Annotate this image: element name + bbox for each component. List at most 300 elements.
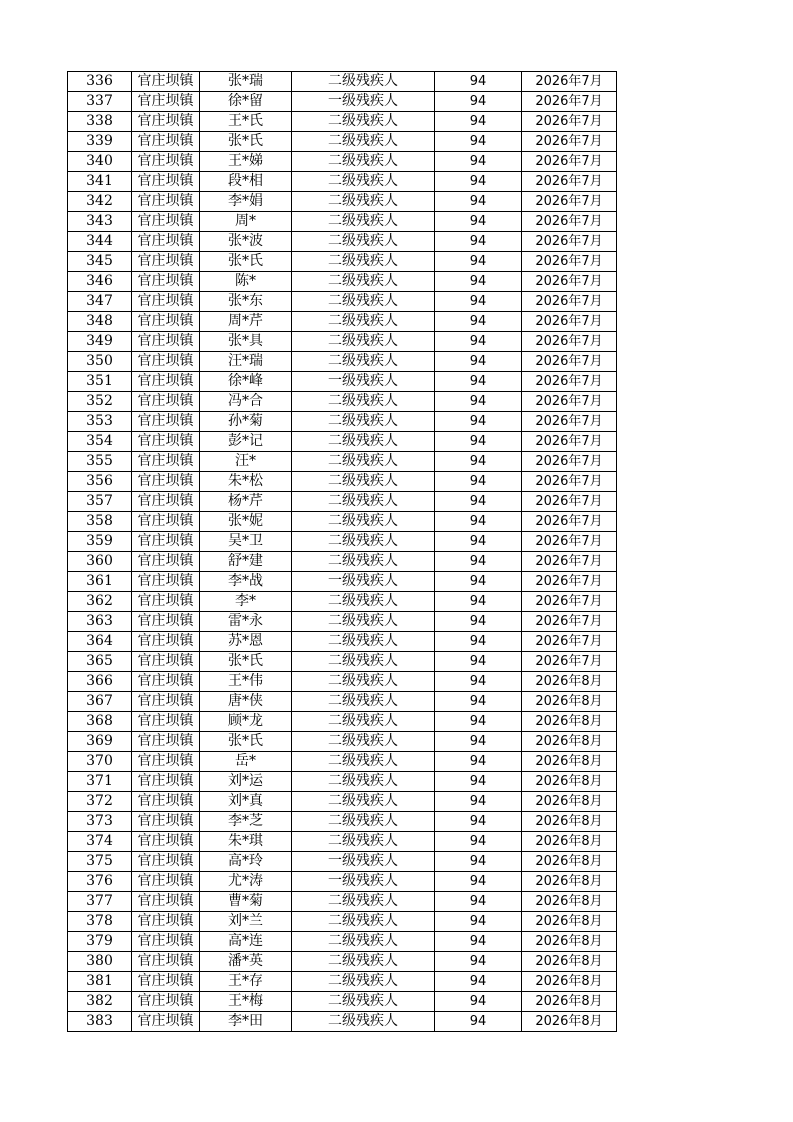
name-cell: 李*田 [200, 1012, 292, 1032]
amount-cell: 94 [435, 432, 522, 452]
amount-cell: 94 [435, 72, 522, 92]
amount-cell: 94 [435, 372, 522, 392]
issue-month-cell: 2026年7月 [522, 72, 617, 92]
table-row [68, 592, 617, 612]
serial-number-cell: 366 [68, 672, 132, 692]
serial-number-cell: 351 [68, 372, 132, 392]
name-cell: 苏*恩 [200, 632, 292, 652]
name-cell: 刘*兰 [200, 912, 292, 932]
table-row [68, 672, 617, 692]
disability-level-cell: 二级残疾人 [292, 132, 435, 152]
issue-month-cell: 2026年7月 [522, 532, 617, 552]
issue-month-cell: 2026年8月 [522, 912, 617, 932]
disability-level-cell: 一级残疾人 [292, 572, 435, 592]
serial-number-cell: 360 [68, 552, 132, 572]
disability-level-cell: 二级残疾人 [292, 452, 435, 472]
disability-level-cell: 二级残疾人 [292, 632, 435, 652]
amount-cell: 94 [435, 572, 522, 592]
disability-level-cell: 二级残疾人 [292, 312, 435, 332]
issue-month-cell: 2026年8月 [522, 812, 617, 832]
amount-cell: 94 [435, 752, 522, 772]
amount-cell: 94 [435, 352, 522, 372]
disability-level-cell: 二级残疾人 [292, 672, 435, 692]
disability-level-cell: 二级残疾人 [292, 292, 435, 312]
name-cell: 吴*卫 [200, 532, 292, 552]
issue-month-cell: 2026年8月 [522, 692, 617, 712]
issue-month-cell: 2026年7月 [522, 312, 617, 332]
amount-cell: 94 [435, 592, 522, 612]
amount-cell: 94 [435, 332, 522, 352]
town-cell: 官庄坝镇 [132, 112, 200, 132]
town-cell: 官庄坝镇 [132, 432, 200, 452]
disability-level-cell: 二级残疾人 [292, 232, 435, 252]
town-cell: 官庄坝镇 [132, 632, 200, 652]
amount-cell: 94 [435, 712, 522, 732]
table-row [68, 992, 617, 1012]
amount-cell: 94 [435, 652, 522, 672]
name-cell: 李*战 [200, 572, 292, 592]
issue-month-cell: 2026年7月 [522, 272, 617, 292]
table-row [68, 952, 617, 972]
name-cell: 李*芝 [200, 812, 292, 832]
town-cell: 官庄坝镇 [132, 392, 200, 412]
serial-number-cell: 381 [68, 972, 132, 992]
serial-number-cell: 354 [68, 432, 132, 452]
town-cell: 官庄坝镇 [132, 732, 200, 752]
disability-level-cell: 二级残疾人 [292, 152, 435, 172]
disability-level-cell: 二级残疾人 [292, 352, 435, 372]
disability-level-cell: 二级残疾人 [292, 592, 435, 612]
issue-month-cell: 2026年7月 [522, 192, 617, 212]
serial-number-cell: 378 [68, 912, 132, 932]
serial-number-cell: 355 [68, 452, 132, 472]
town-cell: 官庄坝镇 [132, 1012, 200, 1032]
amount-cell: 94 [435, 272, 522, 292]
town-cell: 官庄坝镇 [132, 372, 200, 392]
disability-level-cell: 二级残疾人 [292, 772, 435, 792]
town-cell: 官庄坝镇 [132, 792, 200, 812]
table-row [68, 652, 617, 672]
disability-level-cell: 二级残疾人 [292, 392, 435, 412]
serial-number-cell: 352 [68, 392, 132, 412]
serial-number-cell: 365 [68, 652, 132, 672]
town-cell: 官庄坝镇 [132, 152, 200, 172]
town-cell: 官庄坝镇 [132, 832, 200, 852]
issue-month-cell: 2026年8月 [522, 892, 617, 912]
town-cell: 官庄坝镇 [132, 692, 200, 712]
table-body [68, 72, 617, 1032]
town-cell: 官庄坝镇 [132, 352, 200, 372]
name-cell: 张*波 [200, 232, 292, 252]
serial-number-cell: 361 [68, 572, 132, 592]
issue-month-cell: 2026年8月 [522, 832, 617, 852]
name-cell: 朱*松 [200, 472, 292, 492]
issue-month-cell: 2026年8月 [522, 852, 617, 872]
name-cell: 顾*龙 [200, 712, 292, 732]
issue-month-cell: 2026年7月 [522, 572, 617, 592]
amount-cell: 94 [435, 232, 522, 252]
town-cell: 官庄坝镇 [132, 852, 200, 872]
issue-month-cell: 2026年8月 [522, 792, 617, 812]
serial-number-cell: 339 [68, 132, 132, 152]
serial-number-cell: 349 [68, 332, 132, 352]
disability-level-cell: 二级残疾人 [292, 732, 435, 752]
table-row [68, 352, 617, 372]
town-cell: 官庄坝镇 [132, 532, 200, 552]
disability-level-cell: 二级残疾人 [292, 692, 435, 712]
amount-cell: 94 [435, 672, 522, 692]
town-cell: 官庄坝镇 [132, 172, 200, 192]
serial-number-cell: 374 [68, 832, 132, 852]
issue-month-cell: 2026年7月 [522, 352, 617, 372]
serial-number-cell: 353 [68, 412, 132, 432]
table-row [68, 472, 617, 492]
issue-month-cell: 2026年7月 [522, 432, 617, 452]
issue-month-cell: 2026年7月 [522, 592, 617, 612]
table-row [68, 532, 617, 552]
amount-cell: 94 [435, 112, 522, 132]
issue-month-cell: 2026年7月 [522, 472, 617, 492]
town-cell: 官庄坝镇 [132, 272, 200, 292]
table-row [68, 432, 617, 452]
amount-cell: 94 [435, 192, 522, 212]
serial-number-cell: 348 [68, 312, 132, 332]
disability-level-cell: 二级残疾人 [292, 432, 435, 452]
name-cell: 尤*涛 [200, 872, 292, 892]
disability-level-cell: 二级残疾人 [292, 72, 435, 92]
issue-month-cell: 2026年7月 [522, 252, 617, 272]
issue-month-cell: 2026年7月 [522, 212, 617, 232]
disability-level-cell: 二级残疾人 [292, 712, 435, 732]
disability-level-cell: 二级残疾人 [292, 952, 435, 972]
name-cell: 岳* [200, 752, 292, 772]
town-cell: 官庄坝镇 [132, 712, 200, 732]
amount-cell: 94 [435, 872, 522, 892]
table-row [68, 572, 617, 592]
disability-level-cell: 二级残疾人 [292, 792, 435, 812]
table-row [68, 552, 617, 572]
table-row [68, 512, 617, 532]
table-row [68, 812, 617, 832]
serial-number-cell: 345 [68, 252, 132, 272]
serial-number-cell: 372 [68, 792, 132, 812]
disability-level-cell: 二级残疾人 [292, 752, 435, 772]
town-cell: 官庄坝镇 [132, 912, 200, 932]
serial-number-cell: 380 [68, 952, 132, 972]
amount-cell: 94 [435, 392, 522, 412]
disability-level-cell: 二级残疾人 [292, 912, 435, 932]
serial-number-cell: 363 [68, 612, 132, 632]
serial-number-cell: 337 [68, 92, 132, 112]
amount-cell: 94 [435, 812, 522, 832]
serial-number-cell: 347 [68, 292, 132, 312]
disability-level-cell: 二级残疾人 [292, 652, 435, 672]
disability-level-cell: 二级残疾人 [292, 412, 435, 432]
name-cell: 张*妮 [200, 512, 292, 532]
issue-month-cell: 2026年8月 [522, 772, 617, 792]
issue-month-cell: 2026年7月 [522, 152, 617, 172]
town-cell: 官庄坝镇 [132, 892, 200, 912]
amount-cell: 94 [435, 852, 522, 872]
disability-level-cell: 二级残疾人 [292, 812, 435, 832]
disability-level-cell: 二级残疾人 [292, 532, 435, 552]
name-cell: 王*梅 [200, 992, 292, 1012]
table-row [68, 612, 617, 632]
name-cell: 曹*菊 [200, 892, 292, 912]
name-cell: 周*芹 [200, 312, 292, 332]
amount-cell: 94 [435, 932, 522, 952]
issue-month-cell: 2026年8月 [522, 932, 617, 952]
name-cell: 汪*瑞 [200, 352, 292, 372]
name-cell: 张*氏 [200, 132, 292, 152]
amount-cell: 94 [435, 792, 522, 812]
amount-cell: 94 [435, 92, 522, 112]
name-cell: 刘*运 [200, 772, 292, 792]
town-cell: 官庄坝镇 [132, 992, 200, 1012]
disability-level-cell: 二级残疾人 [292, 1012, 435, 1032]
name-cell: 徐*留 [200, 92, 292, 112]
name-cell: 徐*峰 [200, 372, 292, 392]
serial-number-cell: 338 [68, 112, 132, 132]
amount-cell: 94 [435, 732, 522, 752]
name-cell: 王*氏 [200, 112, 292, 132]
serial-number-cell: 342 [68, 192, 132, 212]
amount-cell: 94 [435, 512, 522, 532]
amount-cell: 94 [435, 452, 522, 472]
issue-month-cell: 2026年7月 [522, 512, 617, 532]
amount-cell: 94 [435, 172, 522, 192]
table-row [68, 332, 617, 352]
disability-level-cell: 二级残疾人 [292, 332, 435, 352]
issue-month-cell: 2026年7月 [522, 92, 617, 112]
town-cell: 官庄坝镇 [132, 212, 200, 232]
amount-cell: 94 [435, 152, 522, 172]
issue-month-cell: 2026年8月 [522, 952, 617, 972]
name-cell: 刘*真 [200, 792, 292, 812]
table-row [68, 872, 617, 892]
issue-month-cell: 2026年7月 [522, 112, 617, 132]
table-row [68, 1012, 617, 1032]
issue-month-cell: 2026年7月 [522, 652, 617, 672]
issue-month-cell: 2026年7月 [522, 332, 617, 352]
amount-cell: 94 [435, 412, 522, 432]
issue-month-cell: 2026年8月 [522, 752, 617, 772]
table-row [68, 252, 617, 272]
name-cell: 雷*永 [200, 612, 292, 632]
amount-cell: 94 [435, 912, 522, 932]
town-cell: 官庄坝镇 [132, 952, 200, 972]
disability-level-cell: 二级残疾人 [292, 612, 435, 632]
amount-cell: 94 [435, 612, 522, 632]
issue-month-cell: 2026年7月 [522, 172, 617, 192]
amount-cell: 94 [435, 312, 522, 332]
amount-cell: 94 [435, 972, 522, 992]
table-row [68, 72, 617, 92]
town-cell: 官庄坝镇 [132, 612, 200, 632]
amount-cell: 94 [435, 212, 522, 232]
table-row [68, 312, 617, 332]
issue-month-cell: 2026年7月 [522, 632, 617, 652]
town-cell: 官庄坝镇 [132, 192, 200, 212]
table-row [68, 752, 617, 772]
town-cell: 官庄坝镇 [132, 312, 200, 332]
table-row [68, 192, 617, 212]
issue-month-cell: 2026年8月 [522, 672, 617, 692]
disability-level-cell: 二级残疾人 [292, 552, 435, 572]
amount-cell: 94 [435, 832, 522, 852]
name-cell: 孙*菊 [200, 412, 292, 432]
issue-month-cell: 2026年7月 [522, 232, 617, 252]
table-row [68, 632, 617, 652]
disability-level-cell: 二级残疾人 [292, 212, 435, 232]
serial-number-cell: 364 [68, 632, 132, 652]
serial-number-cell: 343 [68, 212, 132, 232]
serial-number-cell: 377 [68, 892, 132, 912]
table-row [68, 732, 617, 752]
table-row [68, 832, 617, 852]
amount-cell: 94 [435, 252, 522, 272]
name-cell: 陈* [200, 272, 292, 292]
issue-month-cell: 2026年7月 [522, 552, 617, 572]
name-cell: 王*娣 [200, 152, 292, 172]
serial-number-cell: 358 [68, 512, 132, 532]
table-row [68, 932, 617, 952]
serial-number-cell: 359 [68, 532, 132, 552]
amount-cell: 94 [435, 632, 522, 652]
serial-number-cell: 375 [68, 852, 132, 872]
town-cell: 官庄坝镇 [132, 332, 200, 352]
amount-cell: 94 [435, 992, 522, 1012]
amount-cell: 94 [435, 892, 522, 912]
disability-level-cell: 一级残疾人 [292, 92, 435, 112]
table-row [68, 372, 617, 392]
name-cell: 张*氏 [200, 652, 292, 672]
town-cell: 官庄坝镇 [132, 452, 200, 472]
issue-month-cell: 2026年7月 [522, 132, 617, 152]
town-cell: 官庄坝镇 [132, 512, 200, 532]
table-row [68, 232, 617, 252]
town-cell: 官庄坝镇 [132, 252, 200, 272]
amount-cell: 94 [435, 292, 522, 312]
table-row [68, 892, 617, 912]
name-cell: 李* [200, 592, 292, 612]
name-cell: 潘*英 [200, 952, 292, 972]
town-cell: 官庄坝镇 [132, 492, 200, 512]
table-row [68, 112, 617, 132]
serial-number-cell: 376 [68, 872, 132, 892]
table-row [68, 912, 617, 932]
table-row [68, 152, 617, 172]
issue-month-cell: 2026年7月 [522, 292, 617, 312]
name-cell: 张*具 [200, 332, 292, 352]
serial-number-cell: 367 [68, 692, 132, 712]
table-row [68, 392, 617, 412]
issue-month-cell: 2026年7月 [522, 392, 617, 412]
name-cell: 杨*芹 [200, 492, 292, 512]
amount-cell: 94 [435, 552, 522, 572]
serial-number-cell: 344 [68, 232, 132, 252]
table-row [68, 852, 617, 872]
serial-number-cell: 350 [68, 352, 132, 372]
town-cell: 官庄坝镇 [132, 572, 200, 592]
serial-number-cell: 356 [68, 472, 132, 492]
serial-number-cell: 346 [68, 272, 132, 292]
town-cell: 官庄坝镇 [132, 72, 200, 92]
amount-cell: 94 [435, 532, 522, 552]
table-row [68, 292, 617, 312]
disability-level-cell: 二级残疾人 [292, 272, 435, 292]
town-cell: 官庄坝镇 [132, 92, 200, 112]
disability-level-cell: 二级残疾人 [292, 932, 435, 952]
town-cell: 官庄坝镇 [132, 932, 200, 952]
name-cell: 彭*记 [200, 432, 292, 452]
serial-number-cell: 383 [68, 1012, 132, 1032]
name-cell: 高*连 [200, 932, 292, 952]
table-row [68, 132, 617, 152]
disability-level-cell: 二级残疾人 [292, 112, 435, 132]
town-cell: 官庄坝镇 [132, 772, 200, 792]
serial-number-cell: 357 [68, 492, 132, 512]
amount-cell: 94 [435, 952, 522, 972]
disability-subsidy-table [67, 71, 617, 1032]
table-row [68, 772, 617, 792]
disability-level-cell: 一级残疾人 [292, 852, 435, 872]
name-cell: 汪* [200, 452, 292, 472]
name-cell: 高*玲 [200, 852, 292, 872]
town-cell: 官庄坝镇 [132, 872, 200, 892]
name-cell: 朱*琪 [200, 832, 292, 852]
table-row [68, 492, 617, 512]
amount-cell: 94 [435, 1012, 522, 1032]
table-row [68, 412, 617, 432]
disability-level-cell: 二级残疾人 [292, 492, 435, 512]
disability-level-cell: 二级残疾人 [292, 972, 435, 992]
table-row [68, 212, 617, 232]
town-cell: 官庄坝镇 [132, 652, 200, 672]
issue-month-cell: 2026年8月 [522, 992, 617, 1012]
name-cell: 唐*侠 [200, 692, 292, 712]
serial-number-cell: 341 [68, 172, 132, 192]
serial-number-cell: 336 [68, 72, 132, 92]
serial-number-cell: 373 [68, 812, 132, 832]
issue-month-cell: 2026年8月 [522, 872, 617, 892]
disability-level-cell: 二级残疾人 [292, 992, 435, 1012]
town-cell: 官庄坝镇 [132, 132, 200, 152]
town-cell: 官庄坝镇 [132, 752, 200, 772]
disability-level-cell: 一级残疾人 [292, 372, 435, 392]
amount-cell: 94 [435, 492, 522, 512]
town-cell: 官庄坝镇 [132, 472, 200, 492]
issue-month-cell: 2026年8月 [522, 712, 617, 732]
issue-month-cell: 2026年8月 [522, 972, 617, 992]
serial-number-cell: 379 [68, 932, 132, 952]
town-cell: 官庄坝镇 [132, 292, 200, 312]
town-cell: 官庄坝镇 [132, 412, 200, 432]
table-row [68, 272, 617, 292]
issue-month-cell: 2026年8月 [522, 732, 617, 752]
town-cell: 官庄坝镇 [132, 552, 200, 572]
issue-month-cell: 2026年8月 [522, 1012, 617, 1032]
issue-month-cell: 2026年7月 [522, 492, 617, 512]
name-cell: 张*瑞 [200, 72, 292, 92]
serial-number-cell: 362 [68, 592, 132, 612]
name-cell: 王*伟 [200, 672, 292, 692]
issue-month-cell: 2026年7月 [522, 452, 617, 472]
town-cell: 官庄坝镇 [132, 232, 200, 252]
table-row [68, 692, 617, 712]
name-cell: 王*存 [200, 972, 292, 992]
serial-number-cell: 340 [68, 152, 132, 172]
